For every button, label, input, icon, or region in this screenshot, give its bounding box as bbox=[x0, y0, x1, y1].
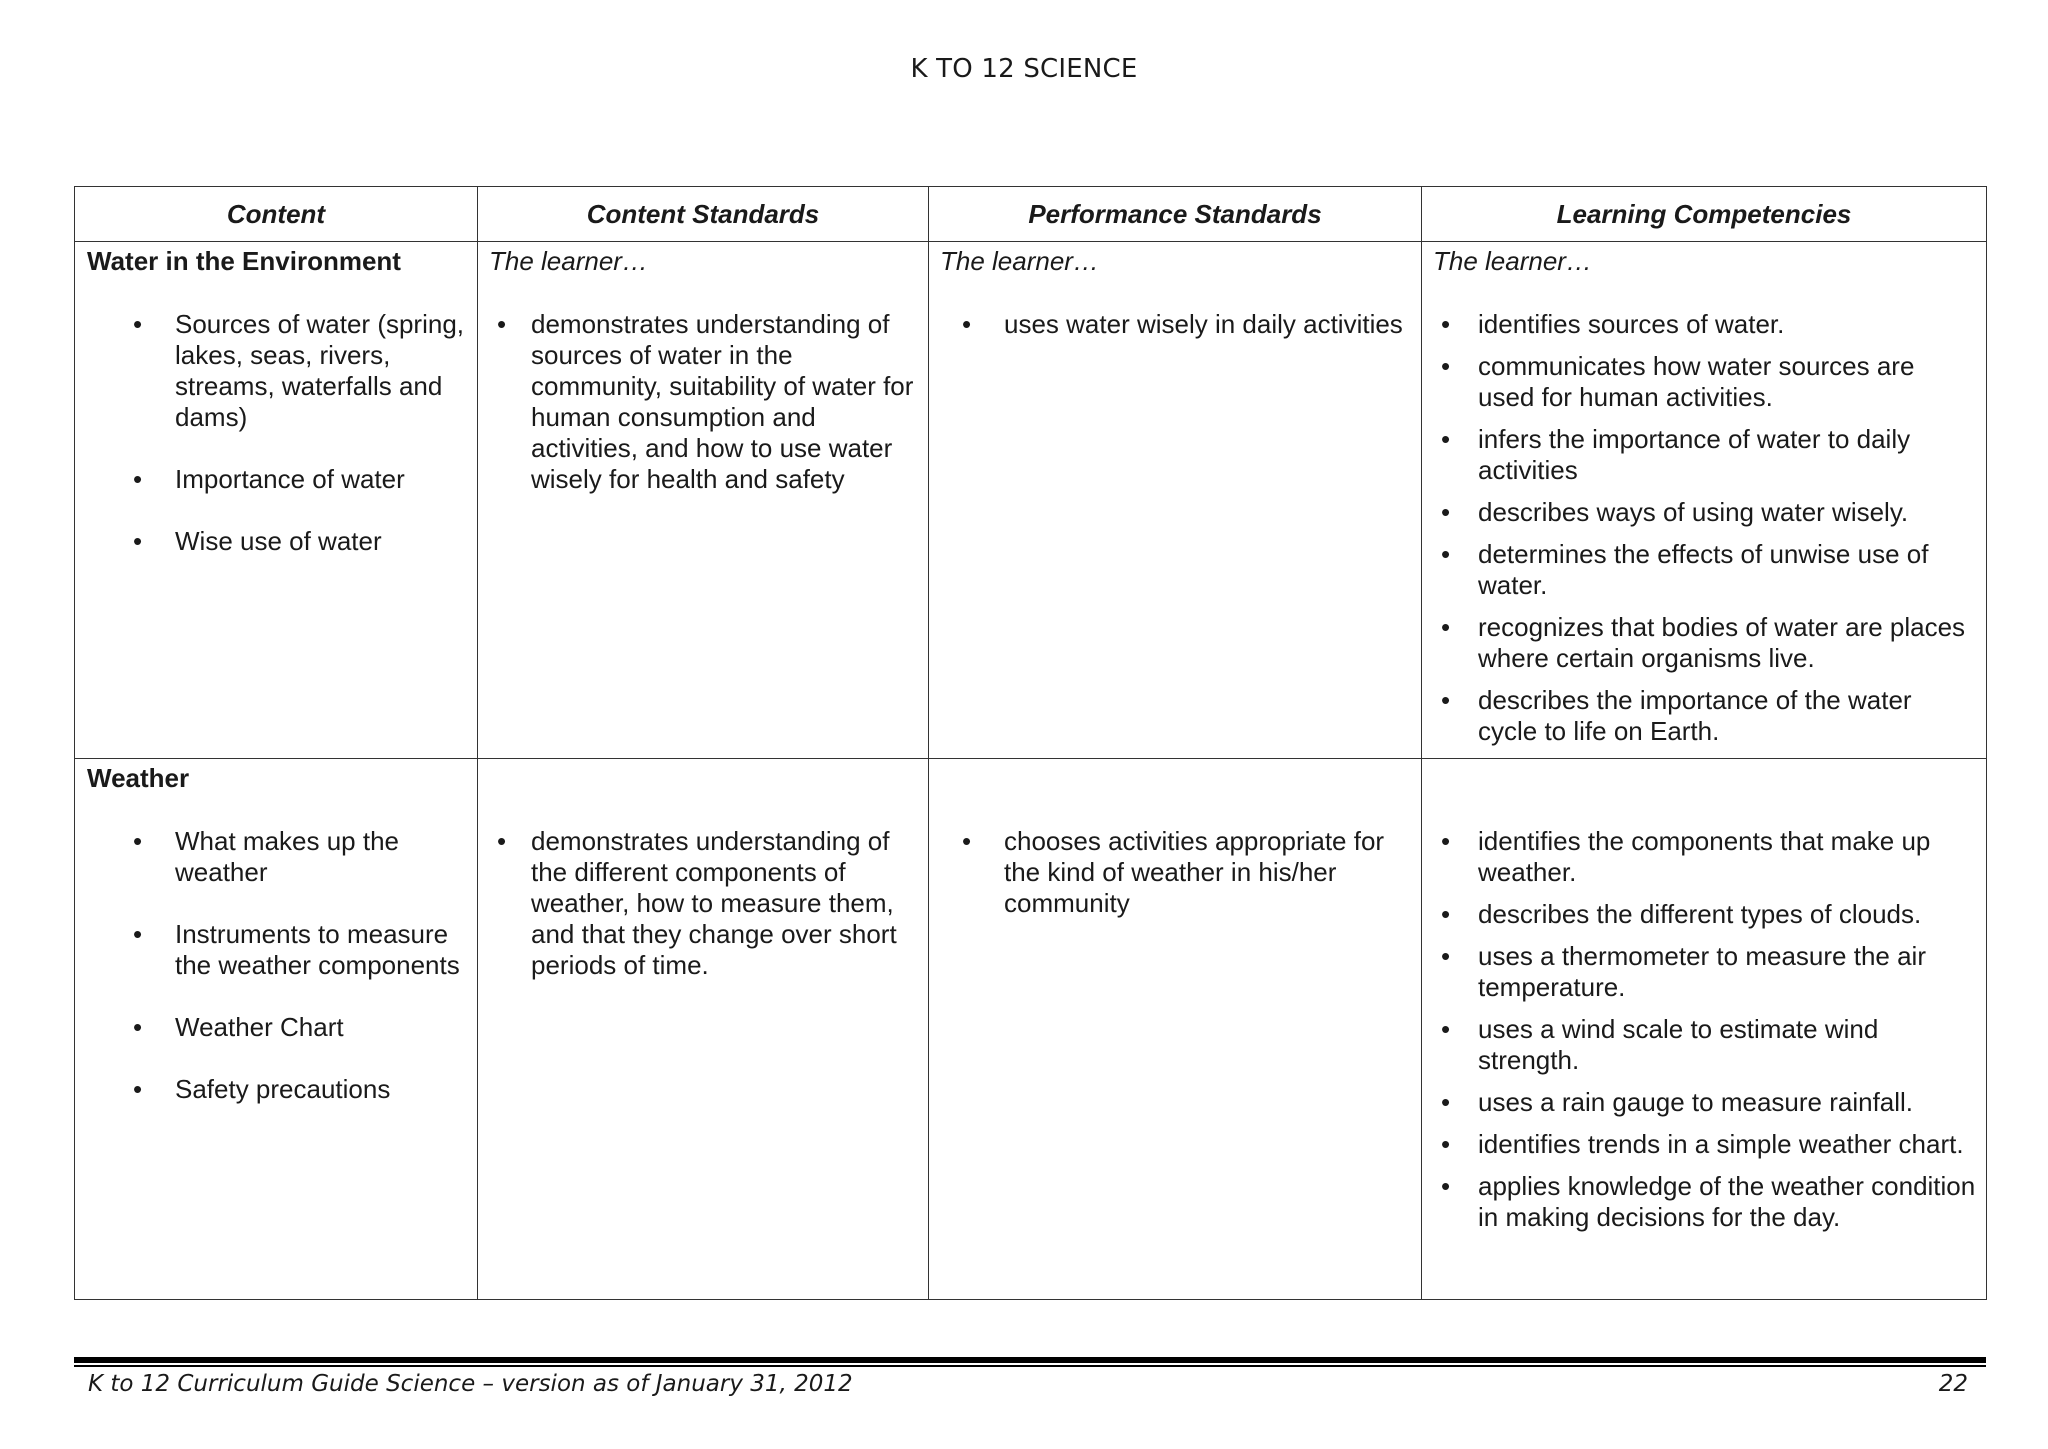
list-item: • determines the effects of unwise use of water. bbox=[1433, 539, 1976, 601]
list-item: • uses a wind scale to estimate wind strength. bbox=[1433, 1014, 1976, 1076]
list-item: • communicates how water sources are used for human activities. bbox=[1433, 351, 1976, 413]
column-header-performance-standards: Performance Standards bbox=[929, 187, 1422, 242]
list-item: • uses a rain gauge to measure rainfall. bbox=[1433, 1087, 1976, 1118]
list-item: • infers the importance of water to daily activities bbox=[1433, 424, 1976, 486]
table-header-row bbox=[75, 187, 1987, 242]
list-item: • describes the different types of clouds. bbox=[1433, 899, 1976, 930]
list-item: • Instruments to measure the weather components bbox=[87, 919, 467, 981]
section-title: Weather bbox=[87, 763, 190, 793]
column-header-learning-competencies: Learning Competencies bbox=[1422, 187, 1987, 242]
curriculum-table bbox=[74, 186, 1987, 1300]
content-standards-list bbox=[489, 309, 918, 495]
column-header-content: Content bbox=[75, 187, 478, 242]
table-row bbox=[75, 242, 1987, 759]
learning-competencies-cell bbox=[1422, 242, 1987, 759]
content-standards-list bbox=[489, 826, 918, 981]
list-item: • recognizes that bodies of water are places where certain organisms live. bbox=[1433, 612, 1976, 674]
table-row bbox=[75, 759, 1987, 1300]
footer-rule-thick bbox=[74, 1357, 1986, 1363]
learner-lead: The learner… bbox=[489, 246, 648, 276]
list-item: • Weather Chart bbox=[87, 1012, 467, 1043]
learner-lead: The learner… bbox=[1433, 246, 1592, 276]
content-list bbox=[87, 826, 467, 1105]
list-item: • Importance of water bbox=[87, 464, 467, 495]
list-item: • describes the importance of the water cycle to life on Earth. bbox=[1433, 685, 1976, 747]
list-item: • describes ways of using water wisely. bbox=[1433, 497, 1976, 528]
performance-standards-list bbox=[940, 826, 1411, 919]
column-header-content-standards: Content Standards bbox=[478, 187, 929, 242]
list-item: • demonstrates understanding of the different components of weather, how to measure them, and that they change over short periods of time. bbox=[489, 826, 918, 981]
list-item: • What makes up the weather bbox=[87, 826, 467, 888]
learning-competencies-cell bbox=[1422, 759, 1987, 1300]
performance-standards-list bbox=[940, 309, 1411, 340]
list-item: • demonstrates understanding of sources of water in the community, suitability of water for human consumption and activities, and how to use water wisely for health and safety bbox=[489, 309, 918, 495]
list-item: • identifies sources of water. bbox=[1433, 309, 1976, 340]
content-cell bbox=[75, 759, 478, 1300]
learner-lead-spacer bbox=[940, 763, 1411, 794]
page-number: 22 bbox=[1938, 1371, 1968, 1397]
list-item: • Wise use of water bbox=[87, 526, 467, 557]
list-item: • identifies trends in a simple weather chart. bbox=[1433, 1129, 1976, 1160]
performance-standards-cell bbox=[929, 759, 1422, 1300]
list-item: • Sources of water (spring, lakes, seas, rivers, streams, waterfalls and dams) bbox=[87, 309, 467, 433]
content-list bbox=[87, 309, 467, 557]
performance-standards-cell bbox=[929, 242, 1422, 759]
list-item: • applies knowledge of the weather condition in making decisions for the day. bbox=[1433, 1171, 1976, 1233]
learner-lead: The learner… bbox=[940, 246, 1099, 276]
footer-rule-thin bbox=[74, 1365, 1986, 1367]
learning-competencies-list bbox=[1433, 826, 1976, 1233]
list-item: • chooses activities appropriate for the kind of weather in his/her community bbox=[940, 826, 1411, 919]
content-standards-cell bbox=[478, 759, 929, 1300]
list-item: • Safety precautions bbox=[87, 1074, 467, 1105]
list-item: • uses a thermometer to measure the air temperature. bbox=[1433, 941, 1976, 1003]
learning-competencies-list bbox=[1433, 309, 1976, 747]
content-standards-cell bbox=[478, 242, 929, 759]
content-cell bbox=[75, 242, 478, 759]
list-item: • uses water wisely in daily activities bbox=[940, 309, 1411, 340]
footer-text: K to 12 Curriculum Guide Science – version as of January 31, 2012 bbox=[88, 1371, 853, 1397]
learner-lead-spacer bbox=[489, 763, 918, 794]
learner-lead-spacer bbox=[1433, 763, 1976, 794]
section-title: Water in the Environment bbox=[87, 246, 401, 276]
list-item: • identifies the components that make up weather. bbox=[1433, 826, 1976, 888]
page-header: K TO 12 SCIENCE bbox=[910, 54, 1138, 84]
